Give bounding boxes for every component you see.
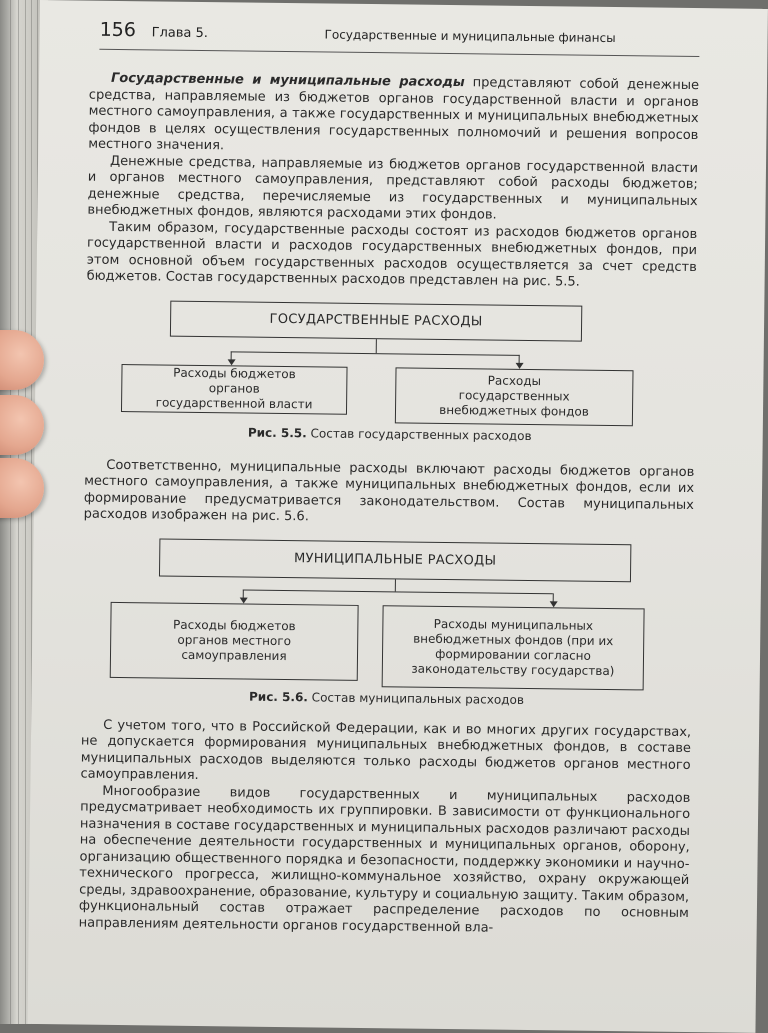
diagram-box-municipal-offbudget-funds: Расходы муниципальных внебюджетных фондов (при их формировании согласно законодательству государства) xyxy=(382,605,645,690)
header-rule xyxy=(99,49,699,57)
paragraph-text: представляют собой денежные средства, направляемые из бюджетов органов государственной власти и органов местного самоуправления, а также государственных и муниципальных внебюджетных фондов в целях осуществления государственных полномочий и решения вопросов местного значения. xyxy=(88,75,700,154)
book-page xyxy=(27,0,767,1033)
caption-label: Рис. 5.6. xyxy=(248,689,308,704)
page-header xyxy=(99,19,699,56)
caption-text: Состав государственных расходов xyxy=(310,425,532,443)
paragraph: Таким образом, государственные расходы состоят из расходов бюджетов органов государственной власти и расходов государственных внебюджетных фондов, при этом основной объем государственных расходов осуществляется за счет средств бюджетов. Состав государственных расходов представлен на рис. 5.5. xyxy=(86,219,698,290)
connector xyxy=(243,589,553,594)
figure-5-5 xyxy=(85,293,697,448)
page-number: 156 xyxy=(99,18,137,42)
diagram-box-local-budget-expenses: Расходы бюджетов органов местного самоуправления xyxy=(110,601,359,680)
page-body xyxy=(79,71,699,939)
paragraph: Многообразие видов государственных и муниципальных расходов предусматривает необходимость их группировки. В зависимости от функционального назначения в составе государственных и муниципальных расходов различают расходы на обеспечение деятельности государственных и муниципальных органов, оборону, организацию общественного порядка и безопасности, поддержку экономики и научно-технического прогресса, жилищно-коммунальное хозяйство, охрану окружающей среды, здравоохранение, образование, культуру и социальную защиту. Таким образом, функциональный состав отражает распределение расходов по основным направлениям деятельности органов государственной вла- xyxy=(78,783,691,936)
paragraph: Денежные средства, направляемые из бюджетов органов государственной власти и органов местного самоуправления, представляют собой расходы бюджетов; денежные средства, перечисляемые из государственных и муниципальных внебюджетных фондов, являются расходами этих фондов. xyxy=(87,153,699,223)
caption-label: Рис. 5.5. xyxy=(247,425,307,440)
figure-5-6 xyxy=(81,531,693,710)
diagram-box-municipal-expenses: МУНИЦИПАЛЬНЫЕ РАСХОДЫ xyxy=(159,538,631,582)
figure-caption xyxy=(85,423,695,444)
connector xyxy=(395,579,397,591)
chapter-label: Глава 5. xyxy=(151,25,209,42)
running-title: Государственные и муниципальные финансы xyxy=(324,27,616,46)
diagram-box-budget-expenses: Расходы бюджетов органов государственной власти xyxy=(121,364,348,415)
connector xyxy=(376,339,378,353)
paragraph: Соответственно, муниципальные расходы включают расходы бюджетов органов местного самоуправления, а также муниципальных внебюджетных фондов, если их формирование предусматривается законодательством. Состав муниципальных расходов изображен на рис. 5.6. xyxy=(83,457,695,525)
caption-text: Состав муниципальных расходов xyxy=(311,689,525,707)
paragraph: С учетом того, что в Российской Федерации, как и во многих других государствах, не допускается формирования муниципальных внебюджетных фондов, в составе муниципальных расходов выделяются только расходы бюджетов органов местного самоуправления. xyxy=(80,717,692,783)
paragraph-definition xyxy=(88,71,699,161)
figure-caption xyxy=(81,687,691,708)
diagram-box-offbudget-funds: Расходы государственных внебюджетных фондов xyxy=(395,367,634,426)
term-bold: Государственные и муниципальные расходы xyxy=(110,70,465,91)
diagram-box-state-expenses: ГОСУДАРСТВЕННЫЕ РАСХОДЫ xyxy=(170,300,582,341)
